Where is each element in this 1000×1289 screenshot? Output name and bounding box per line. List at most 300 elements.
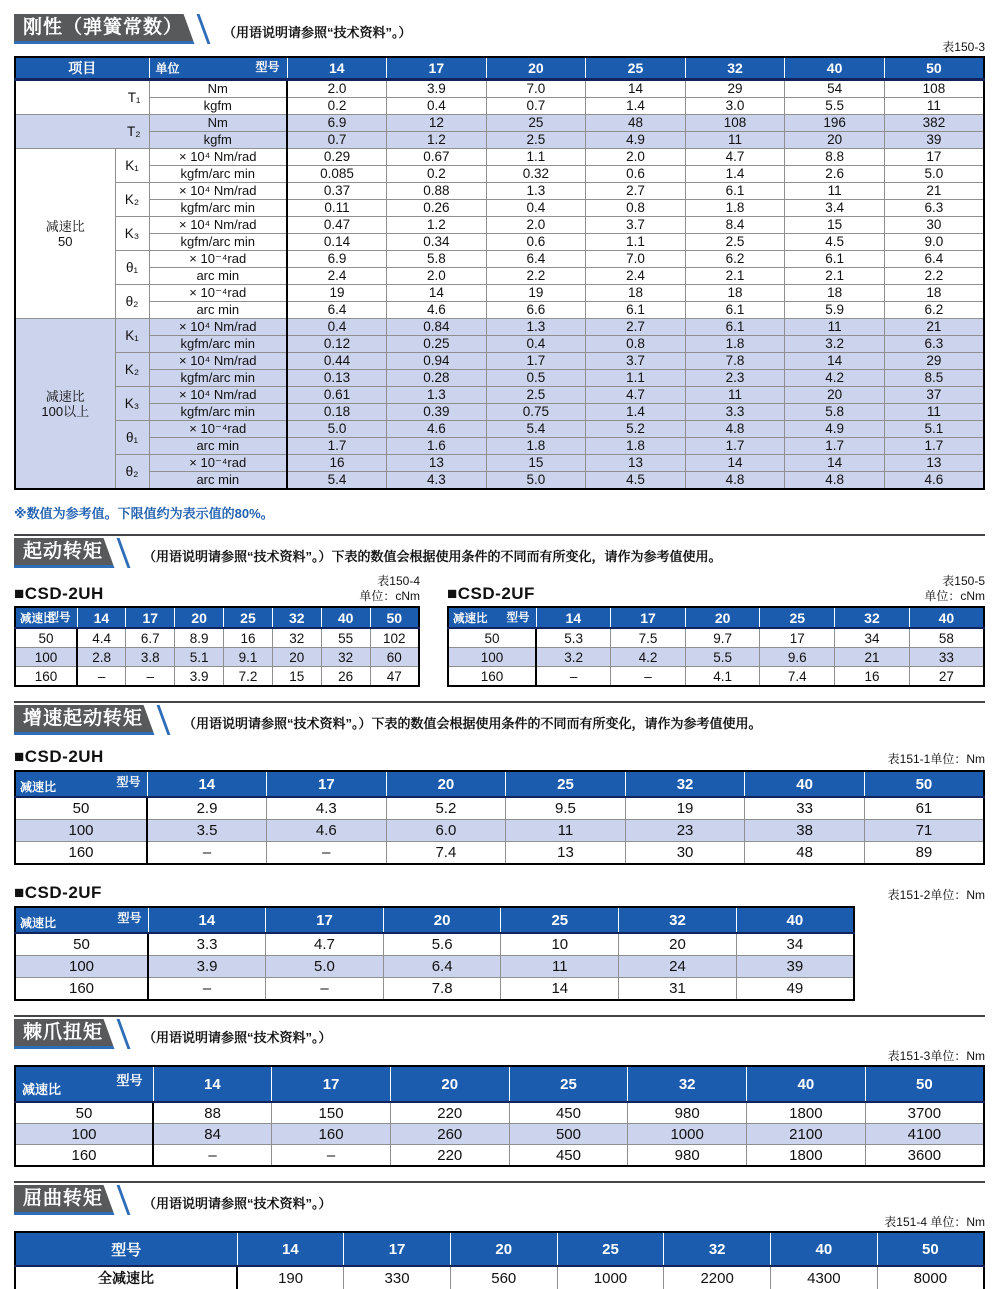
value-cell: 2.5 bbox=[486, 132, 586, 149]
corner-ratio-label: 减速比 bbox=[20, 916, 57, 930]
value-cell: 8.9 bbox=[175, 628, 224, 648]
value-cell: 1.8 bbox=[586, 438, 686, 455]
col-header-40: 40 bbox=[771, 1232, 878, 1266]
value-cell: 0.14 bbox=[287, 234, 387, 251]
table-row bbox=[15, 820, 984, 842]
value-cell: 8.4 bbox=[685, 217, 785, 234]
unit-cell: × 10⁴ Nm/rad bbox=[149, 149, 287, 166]
value-cell: 1.4 bbox=[685, 166, 785, 183]
value-cell: 0.2 bbox=[387, 166, 487, 183]
value-cell: 8000 bbox=[877, 1266, 984, 1289]
col-header-20: 20 bbox=[383, 907, 501, 933]
value-cell: 11 bbox=[785, 183, 885, 200]
table-top-row bbox=[14, 570, 420, 604]
row-label: 全减速比 bbox=[15, 1266, 237, 1289]
value-cell: 108 bbox=[685, 115, 785, 132]
value-cell: 6.0 bbox=[386, 820, 506, 842]
corner-model-label: 型号 bbox=[117, 911, 142, 925]
value-cell: 32 bbox=[321, 648, 370, 667]
value-cell: 3.9 bbox=[148, 956, 266, 978]
value-cell: 1.1 bbox=[586, 370, 686, 387]
value-cell: 0.8 bbox=[586, 336, 686, 353]
section-starting-torque bbox=[14, 534, 985, 687]
value-cell: 34 bbox=[835, 628, 910, 648]
value-cell: 2.9 bbox=[147, 797, 267, 820]
unit-cell: × 10⁻⁴rad bbox=[149, 421, 287, 438]
section-note: （用语说明请参照“技术资料”。）下表的数值会根据使用条件的不同而有所变化，请作为参考值使用。 bbox=[143, 549, 722, 564]
value-cell: 0.28 bbox=[387, 370, 487, 387]
overdrive-torque-uf-table bbox=[14, 906, 855, 1001]
starting-torque-tables bbox=[14, 570, 985, 687]
header-row bbox=[15, 1066, 984, 1102]
value-cell: 7.4 bbox=[386, 842, 506, 865]
table-ref: 表151-3单位：Nm bbox=[887, 1049, 985, 1063]
table-row bbox=[448, 628, 984, 648]
value-cell: 11 bbox=[884, 404, 984, 421]
value-cell: 26 bbox=[321, 667, 370, 687]
value-cell: 1800 bbox=[747, 1102, 866, 1124]
col-header-14: 14 bbox=[148, 907, 266, 933]
value-cell: 0.26 bbox=[387, 200, 487, 217]
value-cell: 0.4 bbox=[287, 319, 387, 336]
value-cell: 0.94 bbox=[387, 353, 487, 370]
header-row bbox=[15, 607, 419, 628]
value-cell: 16 bbox=[224, 628, 273, 648]
buckling-torque-table bbox=[14, 1231, 985, 1289]
value-cell: 0.085 bbox=[287, 166, 387, 183]
value-cell: 1.1 bbox=[586, 234, 686, 251]
value-cell: 1.1 bbox=[486, 149, 586, 166]
corner-model-label: 型号 bbox=[47, 612, 71, 624]
col-header-32: 32 bbox=[685, 57, 785, 80]
unit-cell: kgfm/arc min bbox=[149, 166, 287, 183]
value-cell: 2.2 bbox=[884, 268, 984, 285]
header-ratio-model bbox=[15, 771, 147, 797]
col-header-32: 32 bbox=[272, 607, 321, 628]
value-cell: 0.12 bbox=[287, 336, 387, 353]
table-row bbox=[448, 667, 984, 687]
value-cell: 4.5 bbox=[785, 234, 885, 251]
table-row bbox=[15, 251, 984, 268]
table-row bbox=[15, 80, 984, 98]
header-row bbox=[15, 771, 984, 797]
col-header-25: 25 bbox=[224, 607, 273, 628]
table-row bbox=[15, 648, 419, 667]
value-cell: 37 bbox=[884, 387, 984, 404]
col-header-20: 20 bbox=[386, 771, 506, 797]
value-cell: 7.4 bbox=[760, 667, 835, 687]
unit-cell: arc min bbox=[149, 438, 287, 455]
col-header-20: 20 bbox=[685, 607, 760, 628]
value-cell: 15 bbox=[272, 667, 321, 687]
value-cell: 1.8 bbox=[685, 200, 785, 217]
value-cell: 2.4 bbox=[287, 268, 387, 285]
col-header-25: 25 bbox=[509, 1066, 628, 1102]
value-cell: 0.88 bbox=[387, 183, 487, 200]
item-label: K₃ bbox=[115, 387, 149, 421]
col-header-25: 25 bbox=[760, 607, 835, 628]
value-cell: 55 bbox=[321, 628, 370, 648]
value-cell: 5.5 bbox=[785, 98, 885, 115]
value-cell: 6.1 bbox=[685, 319, 785, 336]
value-cell: 54 bbox=[785, 80, 885, 98]
table-row bbox=[15, 404, 984, 421]
value-cell: – bbox=[77, 667, 126, 687]
value-cell: 3.4 bbox=[785, 200, 885, 217]
value-cell: 4300 bbox=[771, 1266, 878, 1289]
value-cell: 5.1 bbox=[884, 421, 984, 438]
col-header-40: 40 bbox=[736, 907, 854, 933]
value-cell: 6.6 bbox=[486, 302, 586, 319]
value-cell: 1800 bbox=[747, 1145, 866, 1167]
value-cell: 2.4 bbox=[586, 268, 686, 285]
value-cell: 15 bbox=[486, 455, 586, 472]
value-cell: 7.2 bbox=[224, 667, 273, 687]
section-title bbox=[14, 705, 155, 735]
col-header-50: 50 bbox=[877, 1232, 984, 1266]
value-cell: 2100 bbox=[747, 1124, 866, 1145]
row-label: 160 bbox=[15, 978, 148, 1001]
value-cell: 2.0 bbox=[387, 268, 487, 285]
value-cell: 2.0 bbox=[486, 217, 586, 234]
value-cell: 5.0 bbox=[266, 956, 384, 978]
value-cell: 3.3 bbox=[148, 933, 266, 956]
value-cell: 29 bbox=[884, 353, 984, 370]
value-cell: 5.9 bbox=[785, 302, 885, 319]
value-cell: 8.8 bbox=[785, 149, 885, 166]
unit-cell: × 10⁴ Nm/rad bbox=[149, 183, 287, 200]
value-cell: – bbox=[126, 667, 175, 687]
starting-torque-uh-table bbox=[14, 606, 420, 687]
section-title bbox=[14, 538, 115, 568]
value-cell: 4.4 bbox=[77, 628, 126, 648]
value-cell: 25 bbox=[486, 115, 586, 132]
value-cell: 1.4 bbox=[586, 404, 686, 421]
value-cell: 4.6 bbox=[267, 820, 387, 842]
value-cell: 61 bbox=[864, 797, 984, 820]
section-title-text: 起动转矩 bbox=[23, 541, 104, 562]
value-cell: 84 bbox=[153, 1124, 272, 1145]
value-cell: 14 bbox=[785, 455, 885, 472]
model-label: ■CSD-2UH bbox=[14, 747, 104, 766]
value-cell: 4.1 bbox=[685, 667, 760, 687]
value-cell: 0.44 bbox=[287, 353, 387, 370]
value-cell: 6.1 bbox=[685, 183, 785, 200]
value-cell: 0.4 bbox=[387, 98, 487, 115]
value-cell: 5.6 bbox=[383, 933, 501, 956]
unit-cell: arc min bbox=[149, 268, 287, 285]
value-cell: 16 bbox=[287, 455, 387, 472]
table-ref-unit: 单位：cNm bbox=[359, 589, 420, 603]
col-header-32: 32 bbox=[625, 771, 745, 797]
col-header-50: 50 bbox=[370, 607, 419, 628]
col-header-25: 25 bbox=[501, 907, 619, 933]
value-cell: 0.47 bbox=[287, 217, 387, 234]
value-cell: 0.67 bbox=[387, 149, 487, 166]
section-note: （用语说明请参照“技术资料”。） bbox=[143, 1030, 332, 1045]
unit-cell: × 10⁴ Nm/rad bbox=[149, 217, 287, 234]
col-header-17: 17 bbox=[272, 1066, 391, 1102]
value-cell: 14 bbox=[501, 978, 619, 1001]
row-label: 100 bbox=[448, 648, 536, 667]
value-cell: 4.9 bbox=[586, 132, 686, 149]
section-title bbox=[14, 1019, 115, 1049]
value-cell: 5.5 bbox=[685, 648, 760, 667]
section-title-text: 棘爪扭矩 bbox=[23, 1022, 104, 1043]
value-cell: 102 bbox=[370, 628, 419, 648]
section-note: （用语说明请参照“技术资料”。）下表的数值会根据使用条件的不同而有所变化，请作为参考值使用。 bbox=[183, 716, 762, 731]
table-ref: 表151-1单位：Nm bbox=[887, 752, 985, 766]
value-cell: 48 bbox=[745, 842, 865, 865]
value-cell: 20 bbox=[785, 387, 885, 404]
table-row bbox=[15, 166, 984, 183]
value-cell: 9.0 bbox=[884, 234, 984, 251]
value-cell: 27 bbox=[909, 667, 984, 687]
value-cell: 30 bbox=[884, 217, 984, 234]
value-cell: 6.7 bbox=[126, 628, 175, 648]
header-ratio-model bbox=[448, 607, 536, 628]
value-cell: 6.9 bbox=[287, 251, 387, 268]
value-cell: 7.0 bbox=[586, 251, 686, 268]
value-cell: 7.8 bbox=[685, 353, 785, 370]
value-cell: – bbox=[148, 978, 266, 1001]
value-cell: 382 bbox=[884, 115, 984, 132]
value-cell: 29 bbox=[685, 80, 785, 98]
value-cell: 1.7 bbox=[486, 353, 586, 370]
table-top-row bbox=[14, 877, 985, 903]
value-cell: 71 bbox=[864, 820, 984, 842]
item-label: K₁ bbox=[115, 319, 149, 353]
table-row bbox=[15, 149, 984, 166]
value-cell: 19 bbox=[486, 285, 586, 302]
value-cell: 0.2 bbox=[287, 98, 387, 115]
value-cell: – bbox=[267, 842, 387, 865]
value-cell: 3.7 bbox=[586, 217, 686, 234]
value-cell: 11 bbox=[785, 319, 885, 336]
value-cell: 13 bbox=[506, 842, 626, 865]
value-cell: 58 bbox=[909, 628, 984, 648]
value-cell: 33 bbox=[909, 648, 984, 667]
table-row bbox=[15, 1124, 984, 1145]
value-cell: 9.5 bbox=[506, 797, 626, 820]
value-cell: – bbox=[272, 1145, 391, 1167]
corner-model-label: 型号 bbox=[116, 1073, 143, 1088]
value-cell: 0.7 bbox=[287, 132, 387, 149]
value-cell: 0.84 bbox=[387, 319, 487, 336]
item-label: K₁ bbox=[115, 149, 149, 183]
section-title-text: 刚性（弹簧常数） bbox=[23, 17, 184, 38]
value-cell: 1.4 bbox=[586, 98, 686, 115]
value-cell: 20 bbox=[619, 933, 737, 956]
value-cell: 49 bbox=[736, 978, 854, 1001]
section-header-buckling-torque bbox=[14, 1181, 985, 1215]
unit-cell: kgfm/arc min bbox=[149, 200, 287, 217]
value-cell: 3.2 bbox=[785, 336, 885, 353]
value-cell: 1.7 bbox=[884, 438, 984, 455]
table-row bbox=[15, 217, 984, 234]
value-cell: 20 bbox=[272, 648, 321, 667]
table-row bbox=[448, 648, 984, 667]
col-header-17: 17 bbox=[387, 57, 487, 80]
col-header-17: 17 bbox=[266, 907, 384, 933]
value-cell: 39 bbox=[884, 132, 984, 149]
value-cell: 4.2 bbox=[785, 370, 885, 387]
unit-cell: Nm bbox=[149, 115, 287, 132]
model-label: ■CSD-2UF bbox=[14, 883, 102, 902]
value-cell: 6.2 bbox=[884, 302, 984, 319]
value-cell: 2.8 bbox=[77, 648, 126, 667]
value-cell: 19 bbox=[625, 797, 745, 820]
col-header-17: 17 bbox=[344, 1232, 451, 1266]
item-label: K₂ bbox=[115, 353, 149, 387]
value-cell: 1.2 bbox=[387, 132, 487, 149]
value-cell: 330 bbox=[344, 1266, 451, 1289]
value-cell: 33 bbox=[745, 797, 865, 820]
unit-cell: kgfm bbox=[149, 98, 287, 115]
value-cell: 11 bbox=[506, 820, 626, 842]
unit-cell: Nm bbox=[149, 80, 287, 98]
table-row bbox=[15, 302, 984, 319]
value-cell: 16 bbox=[835, 667, 910, 687]
value-cell: 450 bbox=[509, 1102, 628, 1124]
value-cell: 160 bbox=[272, 1124, 391, 1145]
table-top-row bbox=[447, 570, 985, 604]
table-row bbox=[15, 115, 984, 132]
corner-ratio-label: 减速比 bbox=[453, 613, 488, 625]
value-cell: 14 bbox=[785, 353, 885, 370]
corner-ratio-label: 减速比 bbox=[22, 1082, 62, 1097]
table-ref: 表151-4 单位：Nm bbox=[884, 1215, 985, 1229]
value-cell: 10 bbox=[501, 933, 619, 956]
value-cell: 6.4 bbox=[486, 251, 586, 268]
value-cell: 0.7 bbox=[486, 98, 586, 115]
col-header-32: 32 bbox=[619, 907, 737, 933]
table-row bbox=[15, 319, 984, 336]
unit-cell: kgfm/arc min bbox=[149, 234, 287, 251]
item-label: θ₁ bbox=[115, 251, 149, 285]
value-cell: 5.0 bbox=[884, 166, 984, 183]
table-row bbox=[15, 183, 984, 200]
value-cell: 3.2 bbox=[536, 648, 611, 667]
value-cell: 0.29 bbox=[287, 149, 387, 166]
value-cell: 980 bbox=[628, 1102, 747, 1124]
col-header-40: 40 bbox=[909, 607, 984, 628]
table-row bbox=[15, 353, 984, 370]
col-header-20: 20 bbox=[486, 57, 586, 80]
value-cell: 7.0 bbox=[486, 80, 586, 98]
header-row bbox=[15, 1232, 984, 1266]
header-ratio-model bbox=[15, 1066, 153, 1102]
value-cell: 18 bbox=[884, 285, 984, 302]
section-overdrive-torque bbox=[14, 701, 985, 1001]
col-header-50: 50 bbox=[884, 57, 984, 80]
item-label: θ₂ bbox=[115, 455, 149, 490]
starting-torque-uh-block bbox=[14, 570, 420, 687]
row-label: 50 bbox=[15, 1102, 153, 1124]
unit-cell: × 10⁻⁴rad bbox=[149, 455, 287, 472]
section-title bbox=[14, 1185, 115, 1215]
unit-cell: × 10⁴ Nm/rad bbox=[149, 387, 287, 404]
value-cell: 4.6 bbox=[884, 472, 984, 490]
col-header-25: 25 bbox=[557, 1232, 664, 1266]
value-cell: 13 bbox=[884, 455, 984, 472]
value-cell: 38 bbox=[745, 820, 865, 842]
value-cell: 17 bbox=[884, 149, 984, 166]
table-ref bbox=[924, 574, 985, 604]
value-cell: 6.4 bbox=[287, 302, 387, 319]
value-cell: 5.1 bbox=[175, 648, 224, 667]
value-cell: 5.0 bbox=[486, 472, 586, 490]
col-header-14: 14 bbox=[147, 771, 267, 797]
value-cell: 500 bbox=[509, 1124, 628, 1145]
value-cell: 9.7 bbox=[685, 628, 760, 648]
value-cell: 6.1 bbox=[785, 251, 885, 268]
value-cell: 4.3 bbox=[267, 797, 387, 820]
value-cell: 14 bbox=[387, 285, 487, 302]
value-cell: 15 bbox=[785, 217, 885, 234]
col-header-25: 25 bbox=[506, 771, 626, 797]
value-cell: 4.6 bbox=[387, 421, 487, 438]
value-cell: 2.3 bbox=[685, 370, 785, 387]
header-item: 项目 bbox=[15, 57, 149, 80]
value-cell: 21 bbox=[835, 648, 910, 667]
section-stiffness bbox=[14, 10, 985, 522]
value-cell: 1.3 bbox=[387, 387, 487, 404]
value-cell: 2.7 bbox=[586, 183, 686, 200]
table-row bbox=[15, 797, 984, 820]
value-cell: 17 bbox=[760, 628, 835, 648]
table-row bbox=[15, 1266, 984, 1289]
value-cell: 3.0 bbox=[685, 98, 785, 115]
value-cell: 32 bbox=[272, 628, 321, 648]
value-cell: 3600 bbox=[865, 1145, 984, 1167]
row-label: 160 bbox=[15, 842, 147, 865]
value-cell: 1.2 bbox=[387, 217, 487, 234]
value-cell: 11 bbox=[884, 98, 984, 115]
col-header-20: 20 bbox=[390, 1066, 509, 1102]
value-cell: 3.9 bbox=[175, 667, 224, 687]
value-cell: 20 bbox=[785, 132, 885, 149]
value-cell: 5.3 bbox=[536, 628, 611, 648]
corner-model-label: 型号 bbox=[116, 775, 141, 789]
col-header-14: 14 bbox=[77, 607, 126, 628]
value-cell: 5.4 bbox=[287, 472, 387, 490]
value-cell: 0.75 bbox=[486, 404, 586, 421]
unit-cell: arc min bbox=[149, 302, 287, 319]
table-row bbox=[15, 421, 984, 438]
value-cell: 3.8 bbox=[126, 648, 175, 667]
value-cell: 9.1 bbox=[224, 648, 273, 667]
value-cell: 5.2 bbox=[386, 797, 506, 820]
value-cell: 6.1 bbox=[685, 302, 785, 319]
col-header-14: 14 bbox=[287, 57, 387, 80]
value-cell: 18 bbox=[785, 285, 885, 302]
value-cell: 3.7 bbox=[586, 353, 686, 370]
value-cell: 6.3 bbox=[884, 336, 984, 353]
value-cell: 13 bbox=[387, 455, 487, 472]
value-cell: 31 bbox=[619, 978, 737, 1001]
value-cell: 2.5 bbox=[486, 387, 586, 404]
value-cell: 1.6 bbox=[387, 438, 487, 455]
value-cell: 3700 bbox=[865, 1102, 984, 1124]
table-row bbox=[15, 472, 984, 490]
table-ref: 表151-2单位：Nm bbox=[887, 888, 985, 902]
value-cell: 1.3 bbox=[486, 319, 586, 336]
value-cell: 4.7 bbox=[685, 149, 785, 166]
value-cell: 0.5 bbox=[486, 370, 586, 387]
col-header-20: 20 bbox=[450, 1232, 557, 1266]
model-label: ■CSD-2UF bbox=[447, 584, 535, 603]
